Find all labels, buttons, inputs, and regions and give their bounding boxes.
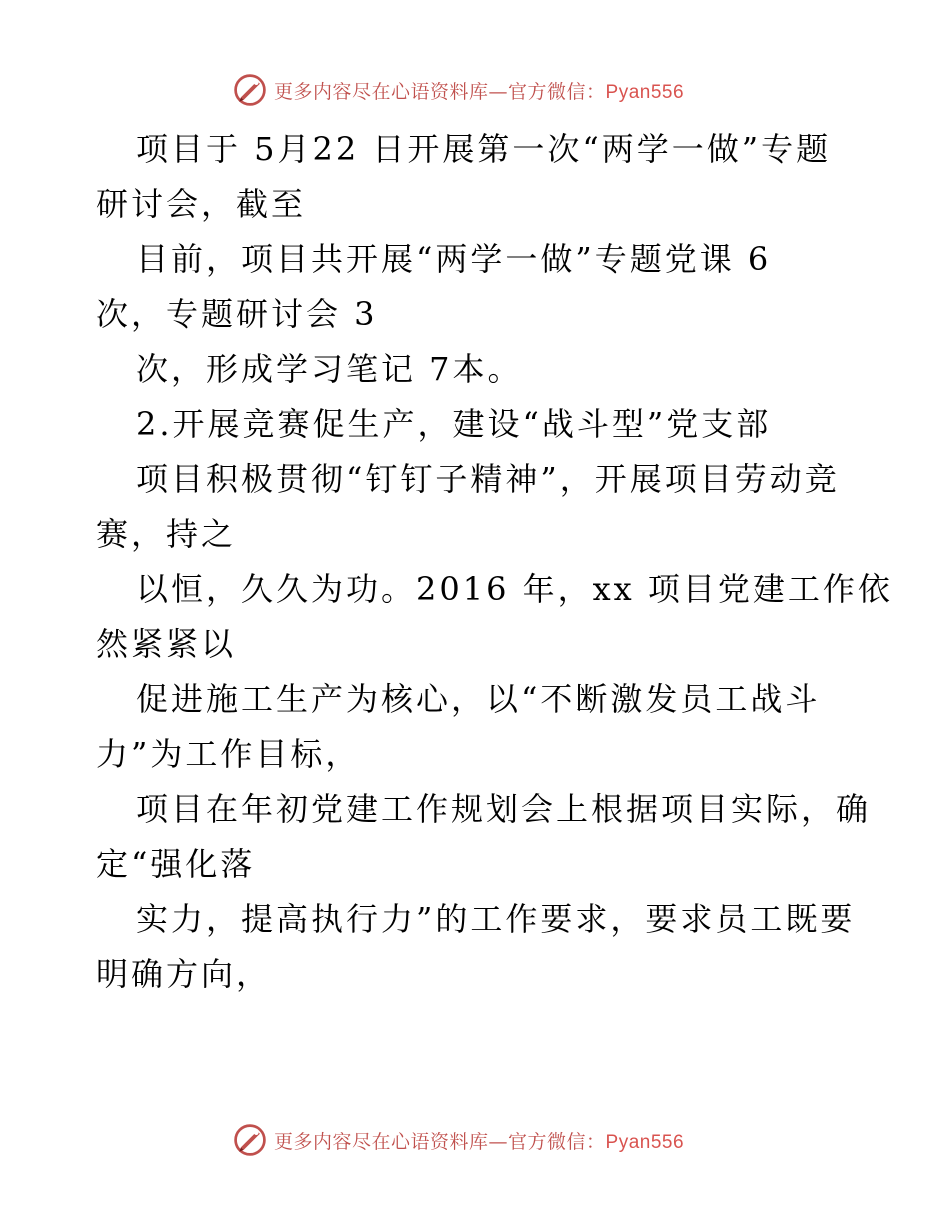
text-line: 定“强化落 [96, 845, 256, 883]
text-line: 次，专题研讨会 3 [96, 295, 378, 333]
document-body [96, 122, 893, 1002]
text-line: 赛，持之 [96, 515, 237, 553]
text-line: 次，形成学习笔记 7本。 [136, 350, 523, 388]
text-line: 明确方向， [96, 955, 272, 993]
text-line: 项目于 5月22 日开展第一次“两学一做”专题 [136, 130, 832, 168]
text-line: 然紧紧以 [96, 625, 237, 663]
header-watermark [232, 70, 684, 110]
text-line: 2.开展竞赛促生产，建设“战斗型”党支部 [136, 405, 772, 443]
watermark-text: 更多内容尽在心语资料库—官方微信：Pyan556 [274, 80, 685, 103]
text-line: 促进施工生产为核心，以“不断激发员工战斗 [136, 680, 821, 718]
pen-logo-icon [232, 72, 268, 108]
text-line: 实力，提高执行力”的工作要求，要求员工既要 [136, 900, 856, 938]
text-line: 力”为工作目标， [96, 735, 361, 773]
text-line: 以恒，久久为功。2016 年，xx 项目党建工作依 [136, 570, 893, 608]
footer-watermark [232, 1120, 684, 1160]
text-line: 研讨会，截至 [96, 185, 307, 223]
text-line: 项目积极贯彻“钉钉子精神”，开展项目劳动竞 [136, 460, 840, 498]
text-line: 目前，项目共开展“两学一做”专题党课 6 [136, 240, 772, 278]
text-line: 项目在年初党建工作规划会上根据项目实际，确 [136, 790, 872, 828]
watermark-text: 更多内容尽在心语资料库—官方微信：Pyan556 [274, 1130, 685, 1153]
pen-logo-icon [232, 1122, 268, 1158]
